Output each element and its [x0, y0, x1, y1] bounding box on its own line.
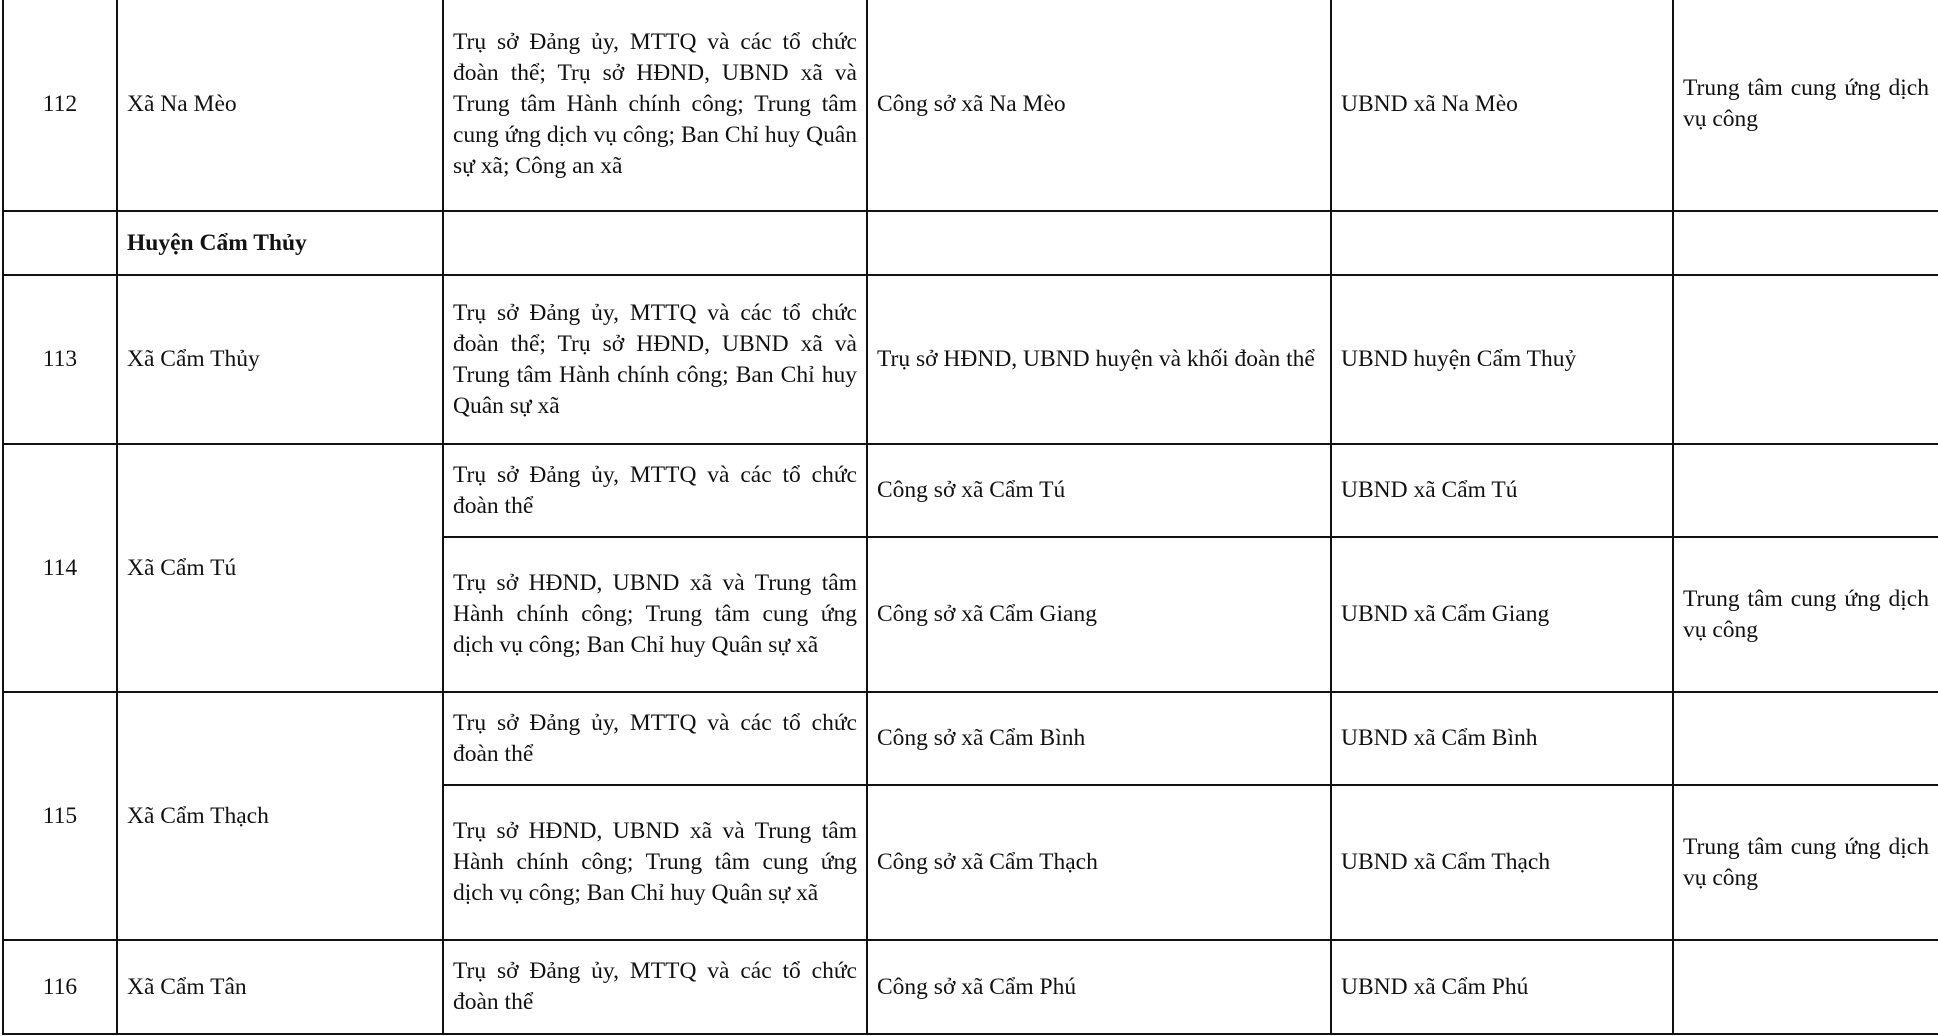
- office-cell: Công sở xã Cẩm Bình: [867, 692, 1331, 785]
- commune-name: Xã Na Mèo: [117, 0, 443, 211]
- facility-table: [2, 0, 1938, 1035]
- office-cell: Công sở xã Cẩm Tú: [867, 444, 1331, 537]
- agency-cell: Trụ sở Đảng ủy, MTTQ và các tổ chức đoàn thể; Trụ sở HĐND, UBND xã và Trung tâm Hành chính công; Ban Chỉ huy Quân sự xã: [443, 275, 867, 444]
- office-cell: Công sở xã Cẩm Thạch: [867, 785, 1331, 940]
- agency-cell: Trụ sở Đảng ủy, MTTQ và các tổ chức đoàn thể: [443, 940, 867, 1034]
- note-cell: [1673, 940, 1938, 1034]
- row-number: 112: [3, 0, 117, 211]
- unit-cell: UBND xã Cẩm Bình: [1331, 692, 1673, 785]
- unit-cell: UBND xã Cẩm Phú: [1331, 940, 1673, 1034]
- note-cell: Trung tâm cung ứng dịch vụ công: [1673, 537, 1938, 692]
- commune-name: Xã Cẩm Tân: [117, 940, 443, 1034]
- district-row: [3, 211, 1938, 275]
- table-row: [3, 692, 1938, 785]
- commune-name: Xã Cẩm Thủy: [117, 275, 443, 444]
- empty-cell: [1331, 211, 1673, 275]
- note-cell: [1673, 692, 1938, 785]
- empty-cell: [443, 211, 867, 275]
- unit-cell: UBND xã Cẩm Thạch: [1331, 785, 1673, 940]
- office-cell: Trụ sở HĐND, UBND huyện và khối đoàn thể: [867, 275, 1331, 444]
- agency-cell: Trụ sở Đảng ủy, MTTQ và các tổ chức đoàn thể: [443, 692, 867, 785]
- commune-name: Xã Cẩm Thạch: [117, 692, 443, 940]
- row-number: 114: [3, 444, 117, 692]
- office-cell: Công sở xã Na Mèo: [867, 0, 1331, 211]
- empty-cell: [1673, 211, 1938, 275]
- note-cell: [1673, 444, 1938, 537]
- unit-cell: UBND huyện Cẩm Thuỷ: [1331, 275, 1673, 444]
- row-number: 115: [3, 692, 117, 940]
- office-cell: Công sở xã Cẩm Giang: [867, 537, 1331, 692]
- agency-cell: Trụ sở HĐND, UBND xã và Trung tâm Hành chính công; Trung tâm cung ứng dịch vụ công; Ban Chỉ huy Quân sự xã: [443, 537, 867, 692]
- row-number: 113: [3, 275, 117, 444]
- note-cell: Trung tâm cung ứng dịch vụ công: [1673, 785, 1938, 940]
- agency-cell: Trụ sở Đảng ủy, MTTQ và các tổ chức đoàn thể; Trụ sở HĐND, UBND xã và Trung tâm Hành chính công; Trung tâm cung ứng dịch vụ công; Ban Chỉ huy Quân sự xã; Công an xã: [443, 0, 867, 211]
- table-row: [3, 940, 1938, 1034]
- empty-cell: [3, 211, 117, 275]
- unit-cell: UBND xã Cẩm Giang: [1331, 537, 1673, 692]
- table-row: [3, 275, 1938, 444]
- row-number: 116: [3, 940, 117, 1034]
- note-cell: Trung tâm cung ứng dịch vụ công: [1673, 0, 1938, 211]
- agency-cell: Trụ sở HĐND, UBND xã và Trung tâm Hành chính công; Trung tâm cung ứng dịch vụ công; Ban Chỉ huy Quân sự xã: [443, 785, 867, 940]
- note-cell: [1673, 275, 1938, 444]
- commune-name: Xã Cẩm Tú: [117, 444, 443, 692]
- district-title: Huyện Cẩm Thủy: [117, 211, 443, 275]
- office-cell: Công sở xã Cẩm Phú: [867, 940, 1331, 1034]
- agency-cell: Trụ sở Đảng ủy, MTTQ và các tổ chức đoàn thể: [443, 444, 867, 537]
- table-row: [3, 0, 1938, 211]
- unit-cell: UBND xã Na Mèo: [1331, 0, 1673, 211]
- unit-cell: UBND xã Cẩm Tú: [1331, 444, 1673, 537]
- empty-cell: [867, 211, 1331, 275]
- table-row: [3, 444, 1938, 537]
